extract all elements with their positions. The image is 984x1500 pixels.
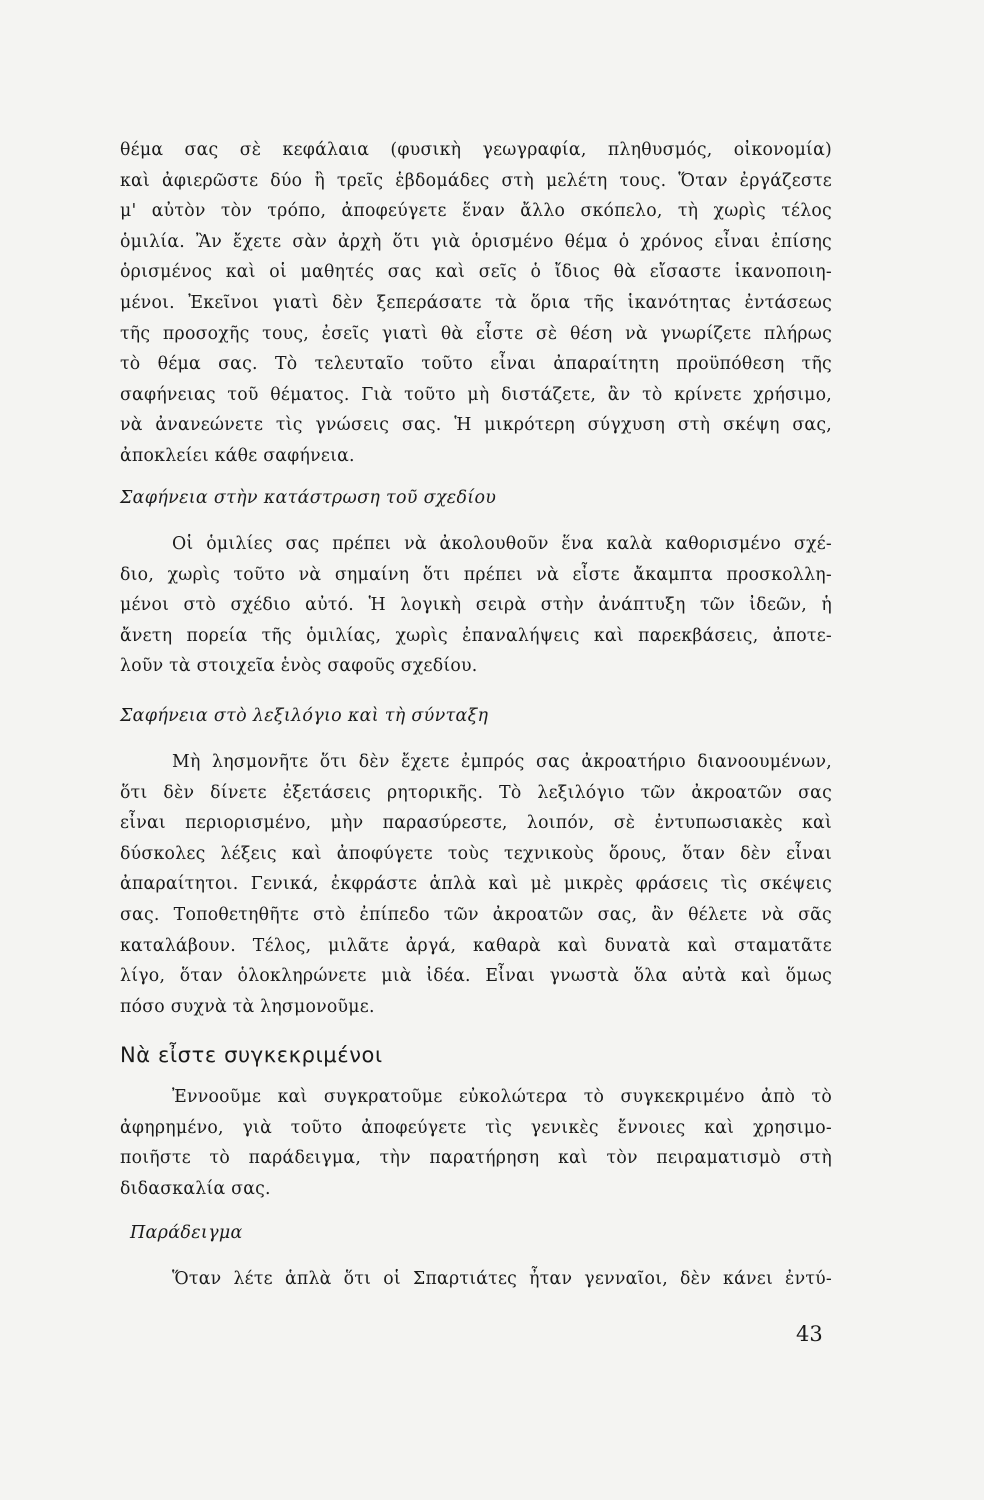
text-line: μ' αὐτὸν τὸν τρόπο, ἀποφεύγετε ἕναν ἄλλο σκόπελο, τὴ χωρὶς τέλος — [120, 201, 832, 222]
text-line: Οἱ ὁμιλίες σας πρέπει νὰ ἀκολουθοῦν ἕνα καλὰ καθορισμένο σχέ- — [172, 534, 832, 554]
text-line: Ὅταν λέτε ἁπλὰ ὅτι οἱ Σπαρτιάτες ἦταν γενναῖοι, δὲν κάνει ἐντύ- — [172, 1269, 832, 1289]
section-subheading: Σαφήνεια στὸ λεξιλόγιο καὶ τὴ σύνταξη — [120, 706, 489, 726]
text-line: ὅτι δὲν δίνετε ἐξετάσεις ρητορικῆς. Τὸ λεξιλόγιο τῶν ἀκροατῶν σας — [120, 782, 832, 803]
text-line: διο, χωρὶς τοῦτο νὰ σημαίνη ὅτι πρέπει νὰ εἶστε ἄκαμπτα προσκολλη- — [120, 564, 832, 585]
text-line: τὸ θέμα σας. Τὸ τελευταῖο τοῦτο εἶναι ἀπαραίτητη προϋπόθεση τῆς — [120, 354, 832, 375]
page-number: 43 — [796, 1322, 823, 1346]
text-line: μένοι. Ἐκεῖνοι γιατὶ δὲν ξεπεράσατε τὰ ὅρια τῆς ἱκανότητας ἐντάσεως — [120, 292, 832, 313]
text-line: καταλάβουν. Τέλος, μιλᾶτε ἀργά, καθαρὰ καὶ δυνατὰ καὶ σταματᾶτε — [120, 935, 832, 956]
text-line: εἶναι περιορισμένο, μὴν παρασύρεστε, λοιπόν, σὲ ἐντυπωσιακὲς καὶ — [120, 813, 832, 834]
section-heading: Νὰ εἶστε συγκεκριμένοι — [120, 1043, 383, 1067]
text-line: νὰ ἀνανεώνετε τὶς γνώσεις σας. Ἡ μικρότερη σύγχυση στὴ σκέψη σας, — [120, 415, 832, 436]
text-line: καὶ ἀφιερῶστε δύο ἢ τρεῖς ἑβδομάδες στὴ μελέτη τους. Ὅταν ἐργάζεστε — [120, 170, 832, 191]
text-line: σαφήνειας τοῦ θέματος. Γιὰ τοῦτο μὴ διστάζετε, ἂν τὸ κρίνετε χρήσιμο, — [120, 384, 832, 405]
text-line: ποιῆστε τὸ παράδειγμα, τὴν παρατήρηση καὶ τὸν πειραματισμὸ στὴ — [120, 1148, 832, 1169]
text-line: Μὴ λησμονῆτε ὅτι δὲν ἔχετε ἐμπρός σας ἀκροατήριο διανοουμένων, — [172, 752, 832, 772]
text-line: σας. Τοποθετηθῆτε στὸ ἐπίπεδο τῶν ἀκροατῶν σας, ἂν θέλετε νὰ σᾶς — [120, 904, 832, 925]
section-subheading: Σαφήνεια στὴν κατάστρωση τοῦ σχεδίου — [120, 488, 497, 508]
text-line: διδασκαλία σας. — [120, 1178, 271, 1199]
text-line: δύσκολες λέξεις καὶ ἀποφύγετε τοὺς τεχνικοὺς ὅρους, ὅταν δὲν εἶναι — [120, 843, 832, 864]
text-line: πόσο συχνὰ τὰ λησμονοῦμε. — [120, 996, 375, 1017]
section-subheading: Παράδειγμα — [130, 1223, 243, 1243]
text-line: ἀπαραίτητοι. Γενικά, ἐκφράστε ἁπλὰ καὶ μὲ μικρὲς φράσεις τὶς σκέψεις — [120, 874, 832, 895]
paragraph-plan-clarity — [120, 529, 832, 682]
text-line: ἄνετη πορεία τῆς ὁμιλίας, χωρὶς ἐπαναλήψεις καὶ παρεκβάσεις, ἀποτε- — [120, 625, 832, 646]
text-line: θέμα σας σὲ κεφάλαια (φυσικὴ γεωγραφία, πληθυσμός, οἰκονομία) — [120, 140, 832, 160]
text-line: ἀφηρημένο, γιὰ τοῦτο ἀποφεύγετε τὶς γενικὲς ἔννοιες καὶ χρησιμο- — [120, 1117, 832, 1138]
paragraph-be-specific — [120, 1082, 832, 1204]
text-line: λοῦν τὰ στοιχεῖα ἑνὸς σαφοῦς σχεδίου. — [120, 656, 478, 677]
text-line: τῆς προσοχῆς τους, ἐσεῖς γιατὶ θὰ εἶστε σὲ θέση νὰ γνωρίζετε πλήρως — [120, 323, 832, 344]
text-line: ὁμιλία. Ἂν ἔχετε σὰν ἀρχὴ ὅτι γιὰ ὁρισμένο θέμα ὁ χρόνος εἶναι ἐπίσης — [120, 231, 832, 252]
text-line: μένοι στὸ σχέδιο αὐτό. Ἡ λογικὴ σειρὰ στὴν ἀνάπτυξη τῶν ἰδεῶν, ἡ — [120, 595, 832, 616]
paragraph-vocabulary-clarity — [120, 747, 832, 1022]
text-line: ἀποκλείει κάθε σαφήνεια. — [120, 445, 355, 466]
text-line: Ἐννοοῦμε καὶ συγκρατοῦμε εὐκολώτερα τὸ συγκεκριμένο ἀπὸ τὸ — [172, 1087, 832, 1107]
text-line: ὁρισμένος καὶ οἱ μαθητές σας καὶ σεῖς ὁ ἴδιος θὰ εἴσαστε ἱκανοποιη- — [120, 262, 832, 283]
paragraph-example — [120, 1264, 832, 1295]
paragraph-intro — [120, 135, 832, 472]
text-line: λίγο, ὅταν ὁλοκληρώνετε μιὰ ἰδέα. Εἶναι γνωστὰ ὅλα αὐτὰ καὶ ὅμως — [120, 966, 832, 987]
